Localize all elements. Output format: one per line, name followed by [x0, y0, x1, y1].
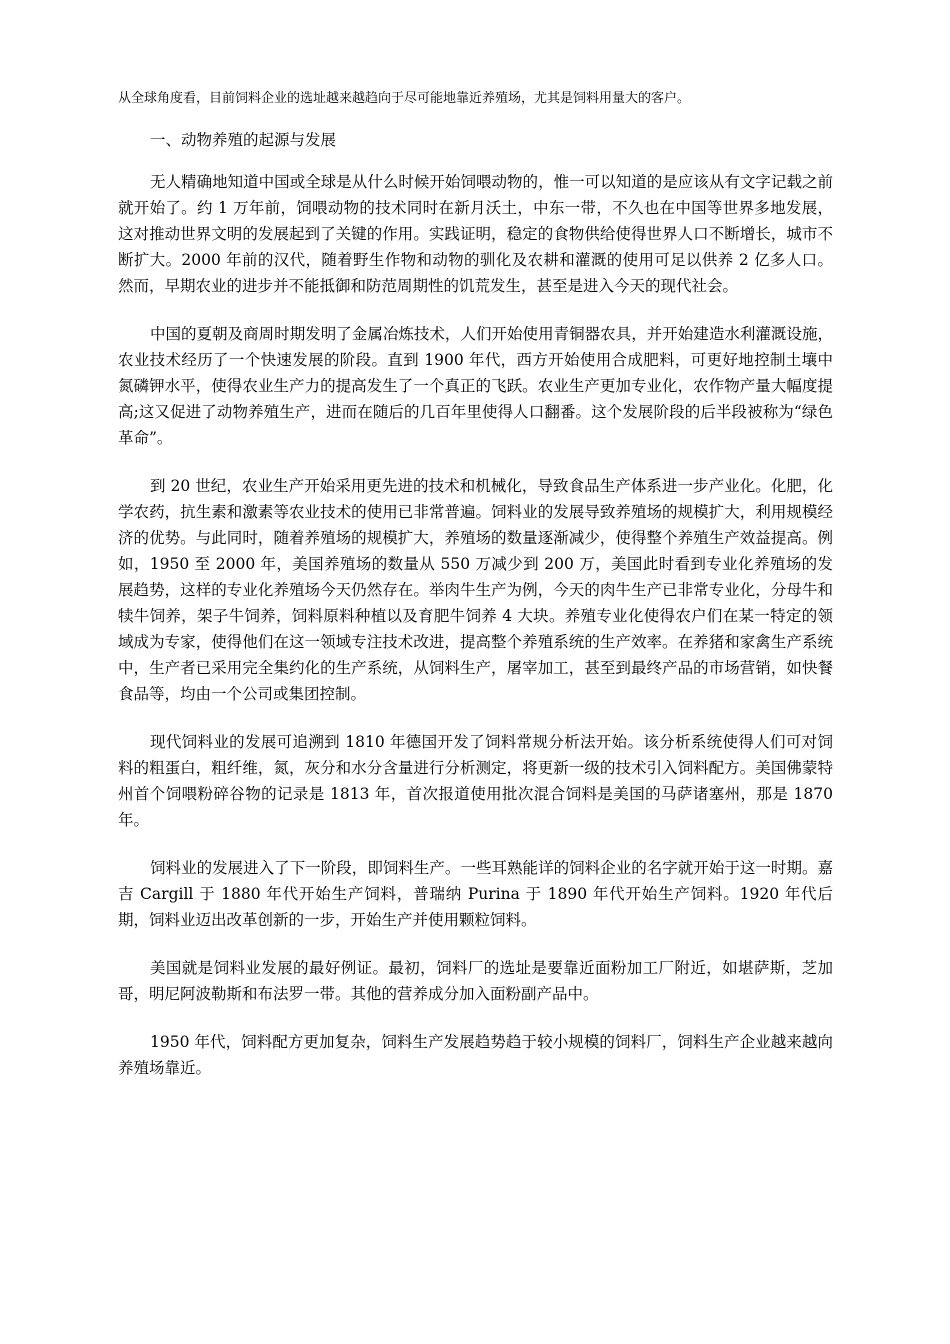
paragraph-metallurgy: 中国的夏朝及商周时期发明了金属冶炼技术，人们开始使用青铜器农具，并开始建造水利灌溉设施，农业技术经历了一个快速发展的阶段。直到 1900 年代，西方开始使用合成肥料，可更好地控制土壤中氮磷钾水平，使得农业生产力的提高发生了一个真正的飞跃。农业生产更加专业化，农作物产量大幅度提高;这又促进了动物养殖生产，进而在随后的几百年里使得人口翻番。这个发展阶段的后半段被称为“绿色革命”。: [118, 325, 833, 447]
paragraph-us-example: 美国就是饲料业发展的最好例证。最初，饲料厂的选址是要靠近面粉加工厂附近，如堪萨斯，芝加哥，明尼阿波勒斯和布法罗一带。其他的营养成分加入面粉副产品中。: [118, 959, 833, 1003]
paragraph-feed-analysis: 现代饲料业的发展可追溯到 1810 年德国开发了饲料常规分析法开始。该分析系统使得人们可对饲料的粗蛋白，粗纤维，氮，灰分和水分含量进行分析测定，将更新一级的技术引入饲料配方。美国佛蒙特州首个饲喂粉碎谷物的记录是 1813 年，首次报道使用批次混合饲料是美国的马萨诸塞州，那是 1870 年。: [118, 733, 833, 829]
intro-line: 从全球角度看，目前饲料企业的选址越来越趋向于尽可能地靠近养殖场，尤其是饲料用量大的客户。: [118, 91, 691, 106]
paragraph-feed-production: 饲料业的发展进入了下一阶段，即饲料生产。一些耳熟能详的饲料企业的名字就开始于这一时期。嘉吉 Cargill 于 1880 年代开始生产饲料，普瑞纳 Purina 于 1890 年代开始生产饲料。1920 年代后期，饲料业迈出改革创新的一步，开始生产并使用颗粒饲料。: [118, 859, 833, 929]
paragraph-1950s: 1950 年代，饲料配方更加复杂，饲料生产发展趋势趋于较小规模的饲料厂，饲料生产企业越来越向养殖场靠近。: [118, 1033, 833, 1077]
document-page: [118, 88, 833, 1103]
section-heading: 一、动物养殖的起源与发展: [150, 131, 337, 149]
paragraph-industrialization: 到 20 世纪，农业生产开始采用更先进的技术和机械化，导致食品生产体系进一步产业化。化肥，化学农药，抗生素和激素等农业技术的使用已非常普遍。饲料业的发展导致养殖场的规模扩大，利用规模经济的优势。与此同时，随着养殖场的规模扩大，养殖场的数量逐渐减少，使得整个养殖生产效益提高。例如，1950 至 2000 年，美国养殖场的数量从 550 万减少到 200 万，美国此时看到专业化养殖场的发展趋势，这样的专业化养殖场今天仍然存在。举肉牛生产为例，今天的肉牛生产已非常专业化，分母牛和犊牛饲养，架子牛饲养，饲料原料种植以及育肥牛饲养 4 大块。养殖专业化使得农户们在某一特定的领域成为专家，使得他们在这一领域专注技术改进，提高整个养殖系统的生产效率。在养猪和家禽生产系统中，生产者已采用完全集约化的生产系统，从饲料生产，屠宰加工，甚至到最终产品的市场营销，如快餐食品等，均由一个公司或集团控制。: [118, 477, 833, 703]
paragraph-origins: 无人精确地知道中国或全球是从什么时候开始饲喂动物的，惟一可以知道的是应该从有文字记载之前就开始了。约 1 万年前，饲喂动物的技术同时在新月沃土，中东一带，不久也在中国等世界多地发展，这对推动世界文明的发展起到了关键的作用。实践证明，稳定的食物供给使得世界人口不断增长，城市不断扩大。2000 年前的汉代，随着野生作物和动物的驯化及农耕和灌溉的使用可足以供养 2 亿多人口。然而，早期农业的进步并不能抵御和防范周期性的饥荒发生，甚至是进入今天的现代社会。: [118, 173, 833, 295]
